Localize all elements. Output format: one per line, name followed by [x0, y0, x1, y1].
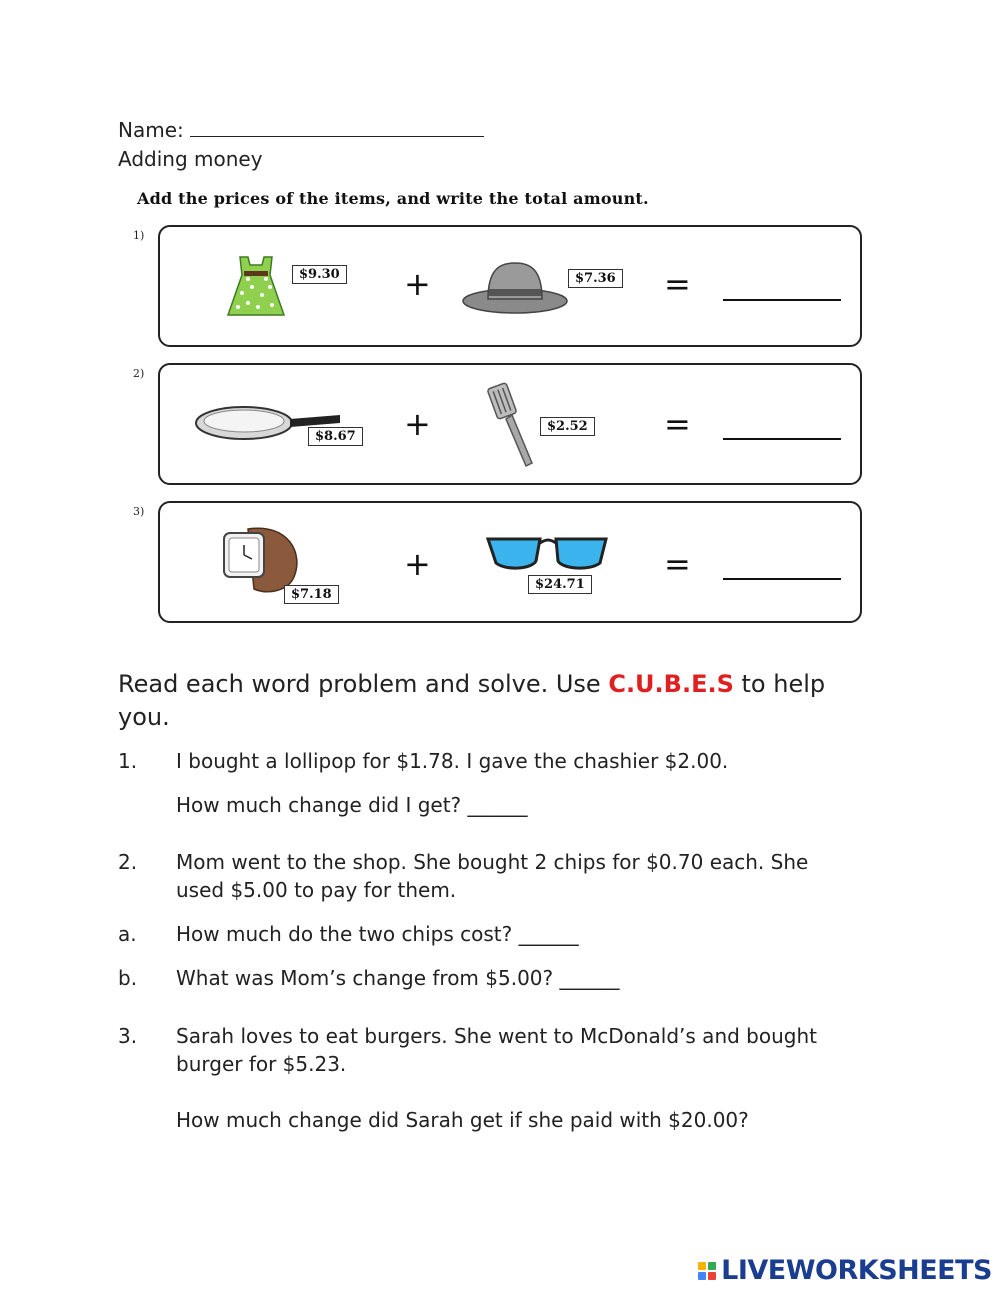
- spatula-icon: [486, 381, 546, 471]
- problem-box-1: [158, 225, 862, 347]
- liveworksheets-logo: [698, 1255, 992, 1286]
- item-text: I bought a lollipop for $1.78. I gave the chashier $2.00.: [176, 749, 729, 773]
- item-text: How much change did Sarah get if she paid with $20.00?: [176, 1108, 749, 1132]
- logo-mark-icon: [698, 1262, 716, 1280]
- hat-icon: [460, 259, 570, 319]
- problem-number: 3): [133, 505, 145, 518]
- plus-sign: +: [404, 545, 431, 583]
- cubes-highlight: C.U.B.E.S: [608, 670, 734, 698]
- plus-sign: +: [404, 405, 431, 443]
- answer-blank-1[interactable]: [723, 299, 841, 301]
- instruction-text: Add the prices of the items, and write the total amount.: [137, 189, 649, 208]
- logo-text: LIVEWORKSHEETS: [721, 1255, 992, 1286]
- name-blank[interactable]: [190, 118, 484, 137]
- problem-box-2: [158, 363, 862, 485]
- name-label: Name:: [118, 118, 184, 142]
- word-problem-instruction: [118, 668, 878, 734]
- instruction-text-start: Read each word problem and solve. Use: [118, 670, 609, 698]
- price-tag: $24.71: [528, 575, 592, 594]
- equals-sign: =: [664, 405, 691, 443]
- item-text: Sarah loves to eat burgers. She went to McDonald’s and bought burger for $5.23.: [176, 1024, 817, 1076]
- price-tag: $2.52: [540, 417, 595, 436]
- problem-number: 1): [133, 229, 145, 242]
- item-text: Mom went to the shop. She bought 2 chips for $0.70 each. She used $5.00 to pay for them.: [176, 850, 809, 902]
- equals-sign: =: [664, 265, 691, 303]
- item-text: How much do the two chips cost? ______: [176, 922, 579, 946]
- price-tag: $8.67: [308, 427, 363, 446]
- sunglasses-icon: [486, 533, 610, 573]
- item-label: 1.: [118, 749, 138, 773]
- price-tag: $7.18: [284, 585, 339, 604]
- answer-blank-3[interactable]: [723, 578, 841, 580]
- name-field: [118, 118, 484, 142]
- price-tag: $7.36: [568, 269, 623, 288]
- item-text: How much change did I get? ______: [176, 793, 528, 817]
- instruction-text-end: to help you.: [118, 670, 826, 731]
- plus-sign: +: [404, 265, 431, 303]
- item-label: a.: [118, 922, 137, 946]
- answer-blank-2[interactable]: [723, 438, 841, 440]
- item-text: What was Mom’s change from $5.00? ______: [176, 966, 620, 990]
- dress-icon: [218, 253, 294, 323]
- price-tag: $9.30: [292, 265, 347, 284]
- problem-box-3: [158, 501, 862, 623]
- item-label: 3.: [118, 1024, 138, 1048]
- item-label: b.: [118, 966, 138, 990]
- problem-number: 2): [133, 367, 145, 380]
- item-label: 2.: [118, 850, 138, 874]
- equals-sign: =: [664, 545, 691, 583]
- worksheet-subtitle: Adding money: [118, 147, 263, 171]
